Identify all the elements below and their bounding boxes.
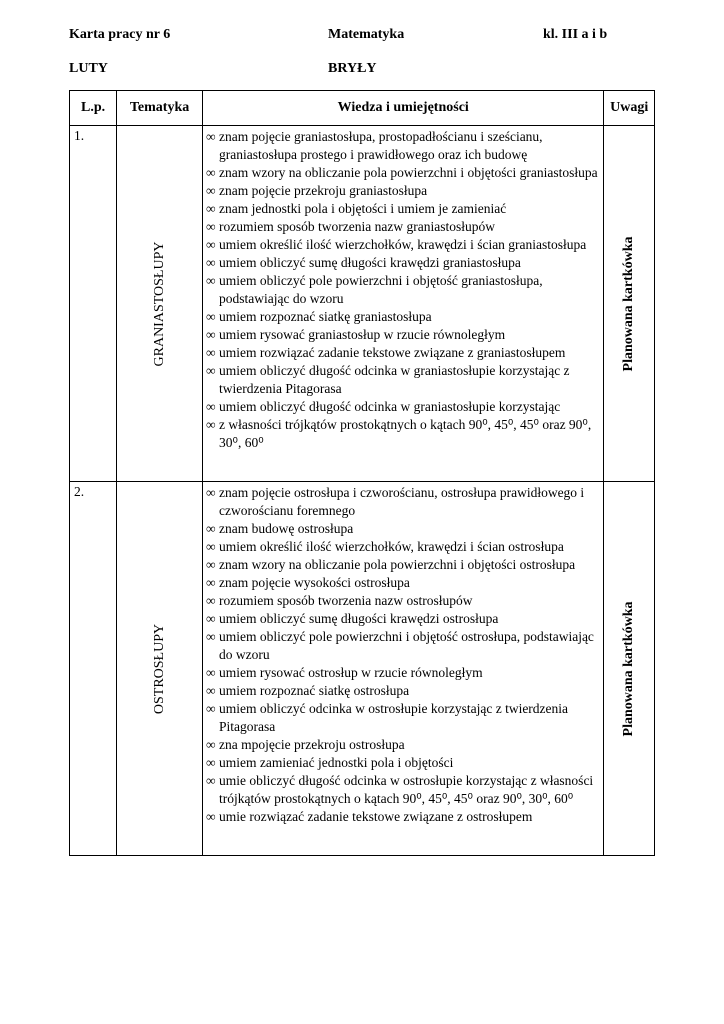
skill-text: znam pojęcie ostrosłupa i czworościanu, ostrosłupa prawidłowego i czworościanu foremnego	[219, 485, 585, 518]
card-title: Karta pracy nr 6	[69, 27, 171, 42]
topic-cell	[117, 126, 203, 482]
skill-text: umiem rozpoznać siatkę graniastosłupa	[219, 309, 432, 324]
skill-item	[206, 736, 599, 754]
table-row	[70, 126, 655, 482]
skill-text: umiem obliczyć długość odcinka w graniastosłupie korzystając	[219, 399, 561, 414]
infinity-bullet-icon: ∞	[206, 773, 216, 788]
skill-text: znam wzory na obliczanie pola powierzchni i objętości graniastosłupa	[219, 165, 598, 180]
header-notes: Uwagi	[604, 91, 655, 126]
skill-item	[206, 610, 599, 628]
skill-item	[206, 398, 599, 416]
skill-text: umiem określić ilość wierzchołków, krawędzi i ścian ostrosłupa	[219, 539, 564, 554]
skill-text: umie obliczyć długość odcinka w ostrosłupie korzystając z własności trójkątów prostokątnych o kątach 90⁰, 45⁰, 45⁰ oraz 90⁰, 30⁰, 60⁰	[219, 773, 594, 806]
infinity-bullet-icon: ∞	[206, 665, 216, 680]
skill-item	[206, 308, 599, 326]
skill-text: umiem zamieniać jednostki pola i objętości	[219, 755, 454, 770]
infinity-bullet-icon: ∞	[206, 755, 216, 770]
skill-text: znam pojęcie wysokości ostrosłupa	[219, 575, 410, 590]
skill-text: umiem obliczyć długość odcinka w graniastosłupie korzystając z twierdzenia Pitagorasa	[219, 363, 570, 396]
skill-item	[206, 272, 599, 308]
infinity-bullet-icon: ∞	[206, 273, 216, 288]
skill-item	[206, 164, 599, 182]
row-number: 2.	[70, 482, 117, 856]
skill-item	[206, 574, 599, 592]
skill-item	[206, 682, 599, 700]
skill-item	[206, 520, 599, 538]
skill-text: umiem rozwiązać zadanie tekstowe związane z graniastosłupem	[219, 345, 566, 360]
infinity-bullet-icon: ∞	[206, 629, 216, 644]
skill-item	[206, 484, 599, 520]
skill-item	[206, 236, 599, 254]
skill-item	[206, 182, 599, 200]
infinity-bullet-icon: ∞	[206, 219, 216, 234]
skill-text: z własności trójkątów prostokątnych o kątach 90⁰, 45⁰, 45⁰ oraz 90⁰, 30⁰, 60⁰	[219, 417, 592, 450]
header-topic: Tematyka	[117, 91, 203, 126]
infinity-bullet-icon: ∞	[206, 309, 216, 324]
knowledge-cell	[203, 126, 604, 482]
skill-item	[206, 326, 599, 344]
skill-text: umiem rozpoznać siatkę ostrosłupa	[219, 683, 410, 698]
infinity-bullet-icon: ∞	[206, 165, 216, 180]
skill-item	[206, 362, 599, 398]
skills-list	[206, 128, 599, 452]
table-header-row	[70, 91, 655, 126]
infinity-bullet-icon: ∞	[206, 521, 216, 536]
skill-text: umiem obliczyć odcinka w ostrosłupie korzystając z twierdzenia Pitagorasa	[219, 701, 569, 734]
skill-item	[206, 254, 599, 272]
infinity-bullet-icon: ∞	[206, 809, 216, 824]
header-knowledge: Wiedza i umiejętności	[203, 91, 604, 126]
infinity-bullet-icon: ∞	[206, 237, 216, 252]
class-label: kl. III a i b	[543, 27, 608, 42]
topic-cell	[117, 482, 203, 856]
skills-list	[206, 484, 599, 826]
skill-item	[206, 538, 599, 556]
skill-text: umie rozwiązać zadanie tekstowe związane z ostrosłupem	[219, 809, 533, 824]
skill-item	[206, 700, 599, 736]
knowledge-cell	[203, 482, 604, 856]
infinity-bullet-icon: ∞	[206, 345, 216, 360]
skill-item	[206, 128, 599, 164]
infinity-bullet-icon: ∞	[206, 129, 216, 144]
skill-text: znam pojęcie graniastosłupa, prostopadłościanu i sześcianu, graniastosłupa prostego i prawidłowego oraz ich budowę	[219, 129, 543, 162]
skill-text: umiem obliczyć pole powierzchni i objętość ostrosłupa, podstawiając do wzoru	[219, 629, 594, 662]
infinity-bullet-icon: ∞	[206, 363, 216, 378]
infinity-bullet-icon: ∞	[206, 593, 216, 608]
month-label: LUTY	[69, 61, 108, 76]
skill-text: znam wzory na obliczanie pola powierzchni i objętości ostrosłupa	[219, 557, 576, 572]
note-label-vertical: Planowana kartkówka	[621, 601, 637, 736]
skill-item	[206, 556, 599, 574]
table-row	[70, 482, 655, 856]
skill-text: zna mpojęcie przekroju ostrosłupa	[219, 737, 405, 752]
skill-item	[206, 592, 599, 610]
header-lp: L.p.	[70, 91, 117, 126]
subject-title: Matematyka	[328, 27, 405, 42]
skill-item	[206, 200, 599, 218]
infinity-bullet-icon: ∞	[206, 737, 216, 752]
row-number: 1.	[70, 126, 117, 482]
curriculum-table	[69, 90, 655, 856]
skill-item	[206, 416, 599, 452]
infinity-bullet-icon: ∞	[206, 557, 216, 572]
infinity-bullet-icon: ∞	[206, 201, 216, 216]
skill-text: umiem określić ilość wierzchołków, krawędzi i ścian graniastosłupa	[219, 237, 587, 252]
infinity-bullet-icon: ∞	[206, 417, 216, 432]
skill-item	[206, 754, 599, 772]
skill-text: rozumiem sposób tworzenia nazw graniastosłupów	[219, 219, 495, 234]
infinity-bullet-icon: ∞	[206, 485, 216, 500]
notes-cell	[604, 482, 655, 856]
skill-text: umiem rysować ostrosłup w rzucie równoległym	[219, 665, 483, 680]
skill-text: znam budowę ostrosłupa	[219, 521, 354, 536]
skill-text: umiem obliczyć sumę długości krawędzi ostrosłupa	[219, 611, 499, 626]
skill-text: znam pojęcie przekroju graniastosłupa	[219, 183, 428, 198]
infinity-bullet-icon: ∞	[206, 399, 216, 414]
infinity-bullet-icon: ∞	[206, 701, 216, 716]
skill-text: umiem obliczyć pole powierzchni i objętość graniastosłupa, podstawiając do wzoru	[219, 273, 543, 306]
skill-item	[206, 218, 599, 236]
infinity-bullet-icon: ∞	[206, 255, 216, 270]
skill-item	[206, 628, 599, 664]
skill-item	[206, 664, 599, 682]
infinity-bullet-icon: ∞	[206, 683, 216, 698]
skill-text: umiem rysować graniastosłup w rzucie równoległym	[219, 327, 506, 342]
infinity-bullet-icon: ∞	[206, 575, 216, 590]
notes-cell	[604, 126, 655, 482]
topic-label-vertical: OSTROSŁUPY	[151, 623, 167, 714]
skill-item	[206, 772, 599, 808]
infinity-bullet-icon: ∞	[206, 183, 216, 198]
skill-text: znam jednostki pola i objętości i umiem je zamieniać	[219, 201, 507, 216]
topic-label-vertical: GRANIASTOSŁUPY	[151, 241, 167, 366]
topic-label: BRYŁY	[328, 61, 377, 76]
skill-text: rozumiem sposób tworzenia nazw ostrosłupów	[219, 593, 473, 608]
skill-text: umiem obliczyć sumę długości krawędzi graniastosłupa	[219, 255, 521, 270]
infinity-bullet-icon: ∞	[206, 327, 216, 342]
infinity-bullet-icon: ∞	[206, 539, 216, 554]
infinity-bullet-icon: ∞	[206, 611, 216, 626]
note-label-vertical: Planowana kartkówka	[621, 236, 637, 371]
skill-item	[206, 808, 599, 826]
skill-item	[206, 344, 599, 362]
